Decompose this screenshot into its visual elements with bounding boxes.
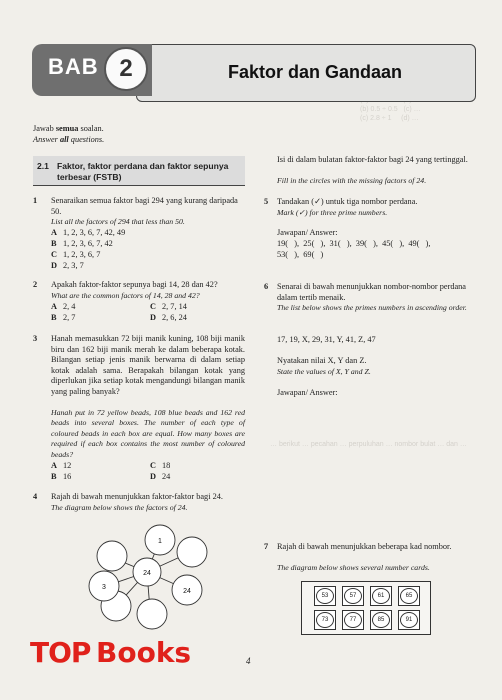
answer-label: Jawapan/ Answer:: [277, 228, 338, 237]
factor-circle[interactable]: [97, 541, 127, 571]
question-ask: Nyatakan nilai X, Y dan Z.: [277, 356, 367, 365]
prime-list: 17, 19, X, 29, 31, Y, 41, Z, 47: [277, 335, 376, 344]
number-cards-box: [301, 581, 431, 635]
number-card[interactable]: 85: [370, 610, 392, 630]
factor-value: 1: [158, 538, 162, 545]
prime-choices-row[interactable]: 53( ), 69( ): [277, 250, 324, 259]
number-card[interactable]: 77: [342, 610, 364, 630]
option[interactable]: D 2, 3, 7: [51, 261, 84, 270]
center-value: 24: [143, 570, 151, 577]
topbooks-logo-top: TOP: [30, 636, 91, 669]
question-text-en: The list below shows the primes numbers in ascending order.: [277, 303, 467, 312]
option[interactable]: D 24: [150, 472, 171, 481]
instruction-ms: Jawab semua soalan.: [33, 124, 104, 133]
factor-value: 3: [102, 584, 106, 591]
section-number: 2.1: [37, 161, 49, 171]
question-number: 3: [33, 334, 38, 343]
question-number: 7: [264, 542, 269, 551]
question-number: 4: [33, 492, 38, 501]
question-number: 6: [264, 282, 269, 291]
question-text: Hanah memasukkan 72 biji manik kuning, 108 biji manik biru dan 162 biji manik merah ke dalam beberapa kotak. Bilangan setiap jenis manik berwarna di dalam setiap kotak adalah sama. Berapakah bilangan kotak yang diperlukan jika setiap kotak mengandungi bilangan manik yang paling banyak?: [51, 334, 245, 396]
option[interactable]: A 1, 2, 3, 6, 7, 42, 49: [51, 228, 126, 237]
question-text: Senarai di bawah menunjukkan nombor-nombor perdana dalam tertib menaik.: [277, 282, 466, 302]
number-card[interactable]: 65: [398, 586, 420, 606]
number-card[interactable]: 61: [370, 586, 392, 606]
show-through-text: (b) 0.5 ÷ 0.5 (c) … (c) 2.8 ÷ 1 (d) …: [360, 106, 421, 122]
number-card[interactable]: 57: [342, 586, 364, 606]
option[interactable]: B 16: [51, 472, 72, 481]
instruction-en: Answer all questions.: [33, 135, 105, 144]
factor-circle[interactable]: [177, 537, 207, 567]
number-card[interactable]: 91: [398, 610, 420, 630]
question-text-en: List all the factors of 294 that less than 50.: [51, 217, 185, 226]
question-text-en: Hanah put in 72 yellow beads, 108 blue beads and 162 red beads into several boxes. The number of each type of coloured beads in each box are equal. How many boxes are required if each box contains the most number of coloured beads?: [51, 408, 245, 459]
option[interactable]: A 2, 4: [51, 302, 76, 311]
question-number: 1: [33, 196, 38, 205]
section-title: Faktor, faktor perdana dan faktor sepunya terbesar (FSTB): [57, 161, 229, 182]
question-text: Rajah di bawah menunjukkan faktor-faktor bagi 24.: [51, 492, 223, 501]
question-text-en: The diagram below shows several number cards.: [277, 563, 430, 572]
chapter-title: Faktor dan Gandaan: [228, 62, 403, 82]
option[interactable]: C 18: [150, 461, 171, 470]
factor-flower-diagram: [70, 520, 230, 632]
factor-value: 24: [183, 588, 191, 595]
question-text-en: Mark (✓) for three prime numbers.: [277, 208, 388, 217]
question-number: 5: [264, 197, 269, 206]
question-text: Apakah faktor-faktor sepunya bagi 14, 28 dan 42?: [51, 280, 218, 289]
option[interactable]: A 12: [51, 461, 72, 470]
option[interactable]: B 2, 7: [51, 313, 76, 322]
number-card[interactable]: 73: [314, 610, 336, 630]
chapter-number: 2: [104, 47, 148, 91]
question-text: Senaraikan semua faktor bagi 294 yang kurang daripada 50.: [51, 196, 238, 216]
question-text: Tandakan (✓) untuk tiga nombor perdana.: [277, 197, 418, 206]
prime-choices-row[interactable]: 19( ), 25( ), 31( ), 39( ), 45( ), 49( ),: [277, 239, 431, 248]
topbooks-logo-books: Books: [96, 636, 192, 669]
question-number: 2: [33, 280, 38, 289]
question-text-cont-en: Fill in the circles with the missing factors of 24.: [277, 176, 427, 185]
question-text-en: What are the common factors of 14, 28 and 42?: [51, 291, 200, 300]
page-number: 4: [246, 656, 251, 666]
option[interactable]: C 2, 7, 14: [150, 302, 187, 311]
factor-circle[interactable]: [137, 599, 167, 629]
question-text-en: The diagram below shows the factors of 24.: [51, 503, 188, 512]
option[interactable]: B 1, 2, 3, 6, 7, 42: [51, 239, 113, 248]
option[interactable]: D 2, 6, 24: [150, 313, 187, 322]
answer-label: Jawapan/ Answer:: [277, 388, 338, 397]
number-card[interactable]: 53: [314, 586, 336, 606]
question-text-cont: Isi di dalam bulatan faktor-faktor bagi 24 yang tertinggal.: [277, 155, 468, 164]
question-text: Rajah di bawah menunjukkan beberapa kad nombor.: [277, 542, 452, 551]
bab-label: BAB: [48, 54, 99, 79]
question-ask-en: State the values of X, Y and Z.: [277, 367, 371, 376]
show-through-text: … berikut … pecahan … perpuluhan … nombor bulat … dan …: [270, 441, 467, 448]
option[interactable]: C 1, 2, 3, 6, 7: [51, 250, 101, 259]
